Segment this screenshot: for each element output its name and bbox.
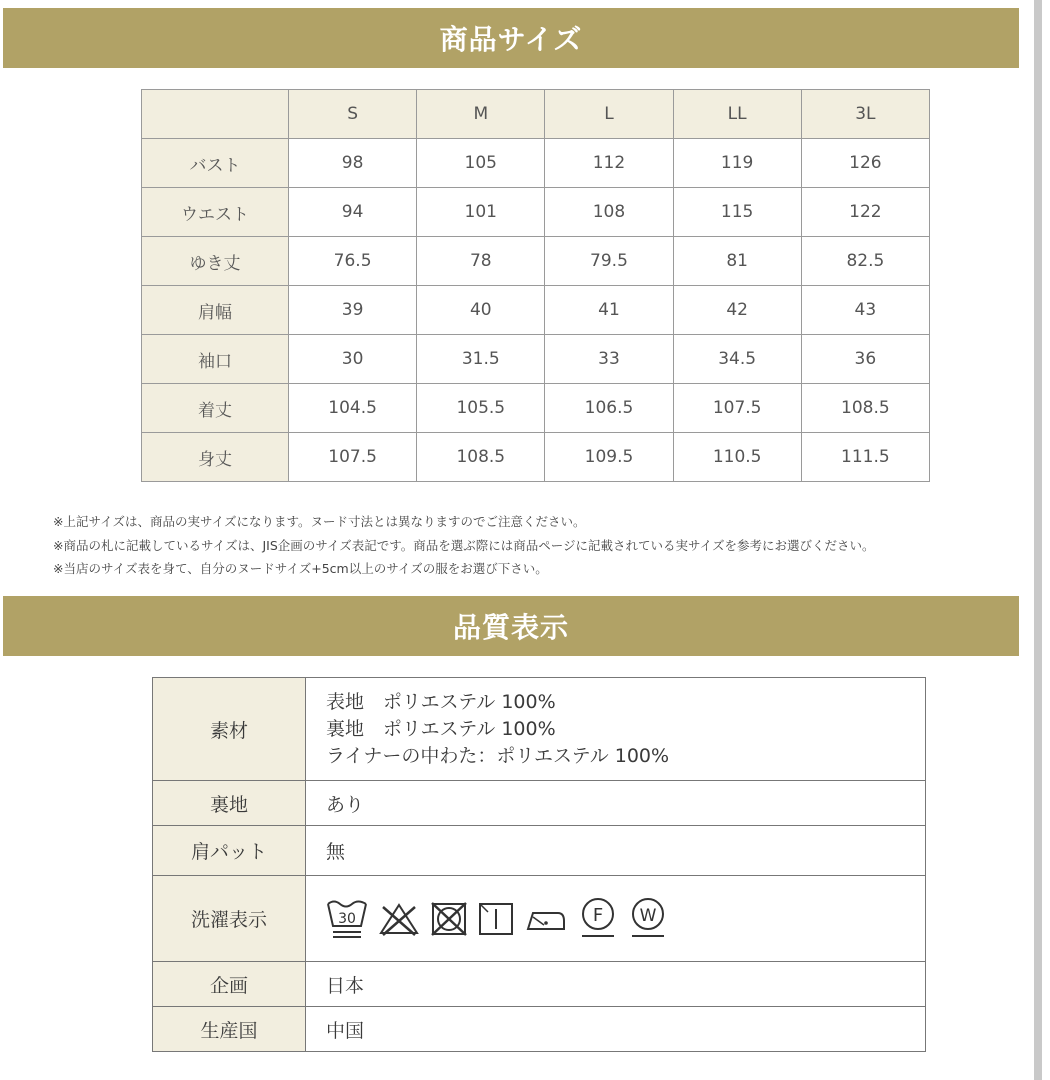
size-cell: 82.5	[801, 237, 929, 286]
quality-row-care	[153, 876, 926, 962]
size-table-corner	[142, 90, 289, 139]
size-row-cuff	[142, 335, 930, 384]
size-row-shoulder	[142, 286, 930, 335]
lining-value: あり	[306, 781, 926, 826]
size-note: ※上記サイズは、商品の実サイズになります。ヌード寸法とは異なりますのでご注意ください。	[53, 514, 586, 529]
size-cell: 78	[417, 237, 545, 286]
row-label: 身丈	[142, 433, 289, 482]
quality-row-lining	[153, 781, 926, 826]
planning-label: 企画	[153, 962, 306, 1007]
quality-row-planning	[153, 962, 926, 1007]
wet-clean-w-icon	[628, 896, 668, 942]
size-row-bust	[142, 139, 930, 188]
quality-table	[152, 677, 926, 1052]
size-notes	[53, 510, 875, 581]
size-cell: 106.5	[545, 384, 673, 433]
quality-row-shoulder-pad	[153, 826, 926, 876]
origin-value: 中国	[306, 1007, 926, 1052]
size-cell: 33	[545, 335, 673, 384]
material-line: 表地 ポリエステル 100%	[326, 690, 556, 713]
origin-label: 生産国	[153, 1007, 306, 1052]
size-note: ※当店のサイズ表を身て、自分のヌードサイズ+5cm以上のサイズの服をお選び下さい。	[53, 561, 548, 576]
row-label: バスト	[142, 139, 289, 188]
care-value	[306, 876, 926, 962]
row-label: 着丈	[142, 384, 289, 433]
size-header-row	[142, 90, 930, 139]
row-label: ゆき丈	[142, 237, 289, 286]
lining-label: 裏地	[153, 781, 306, 826]
material-line: 裏地 ポリエステル 100%	[326, 717, 556, 740]
size-note: ※商品の札に記載しているサイズは、JIS企画のサイズ表記です。商品を選ぶ際には商品ページに記載されている実サイズを参考にお選びください。	[53, 537, 875, 553]
size-cell: 34.5	[673, 335, 801, 384]
size-cell: 108.5	[417, 433, 545, 482]
size-section-header: 商品サイズ	[3, 8, 1019, 68]
size-cell: 107.5	[289, 433, 417, 482]
size-cell: 94	[289, 188, 417, 237]
size-row-body-length	[142, 433, 930, 482]
size-cell: 110.5	[673, 433, 801, 482]
right-border-rule	[1034, 0, 1042, 1080]
size-cell: 122	[801, 188, 929, 237]
size-cell: 119	[673, 139, 801, 188]
size-cell: 41	[545, 286, 673, 335]
size-cell: 108.5	[801, 384, 929, 433]
material-label: 素材	[153, 678, 306, 781]
size-cell: 40	[417, 286, 545, 335]
size-cell: 31.5	[417, 335, 545, 384]
size-cell: 98	[289, 139, 417, 188]
wash-30-gentle-icon	[326, 896, 368, 942]
size-row-length	[142, 384, 930, 433]
size-col-s: S	[289, 90, 417, 139]
quality-section-header: 品質表示	[3, 596, 1019, 656]
row-label: 袖口	[142, 335, 289, 384]
wet-clean-letter: W	[639, 905, 657, 926]
size-row-sleeve-length	[142, 237, 930, 286]
size-col-l: L	[545, 90, 673, 139]
size-table	[141, 89, 930, 482]
dry-clean-f-icon	[578, 896, 618, 942]
size-cell: 76.5	[289, 237, 417, 286]
size-cell: 112	[545, 139, 673, 188]
size-row-waist	[142, 188, 930, 237]
row-label: 肩幅	[142, 286, 289, 335]
size-cell: 79.5	[545, 237, 673, 286]
size-cell: 42	[673, 286, 801, 335]
size-cell: 111.5	[801, 433, 929, 482]
size-cell: 108	[545, 188, 673, 237]
size-col-m: M	[417, 90, 545, 139]
material-line: ライナーの中わた：ポリエステル 100%	[326, 744, 670, 767]
shoulder-pad-label: 肩パット	[153, 826, 306, 876]
wash-temp-text: 30	[338, 910, 356, 927]
care-icons	[326, 896, 925, 942]
size-cell: 107.5	[673, 384, 801, 433]
dry-clean-letter: F	[592, 904, 604, 926]
size-cell: 30	[289, 335, 417, 384]
size-cell: 36	[801, 335, 929, 384]
size-cell: 109.5	[545, 433, 673, 482]
low-iron-icon	[524, 901, 568, 937]
size-cell: 101	[417, 188, 545, 237]
size-cell: 43	[801, 286, 929, 335]
material-value	[306, 678, 926, 781]
care-label: 洗濯表示	[153, 876, 306, 962]
size-cell: 39	[289, 286, 417, 335]
size-col-3l: 3L	[801, 90, 929, 139]
row-label: ウエスト	[142, 188, 289, 237]
no-bleach-icon	[378, 901, 420, 937]
planning-value: 日本	[306, 962, 926, 1007]
size-cell: 115	[673, 188, 801, 237]
no-tumble-dry-icon	[430, 901, 468, 937]
size-col-ll: LL	[673, 90, 801, 139]
size-cell: 81	[673, 237, 801, 286]
quality-row-material	[153, 678, 926, 781]
line-dry-icon	[478, 901, 514, 937]
size-cell: 105	[417, 139, 545, 188]
size-cell: 126	[801, 139, 929, 188]
size-cell: 104.5	[289, 384, 417, 433]
quality-row-origin	[153, 1007, 926, 1052]
shoulder-pad-value: 無	[306, 826, 926, 876]
size-cell: 105.5	[417, 384, 545, 433]
